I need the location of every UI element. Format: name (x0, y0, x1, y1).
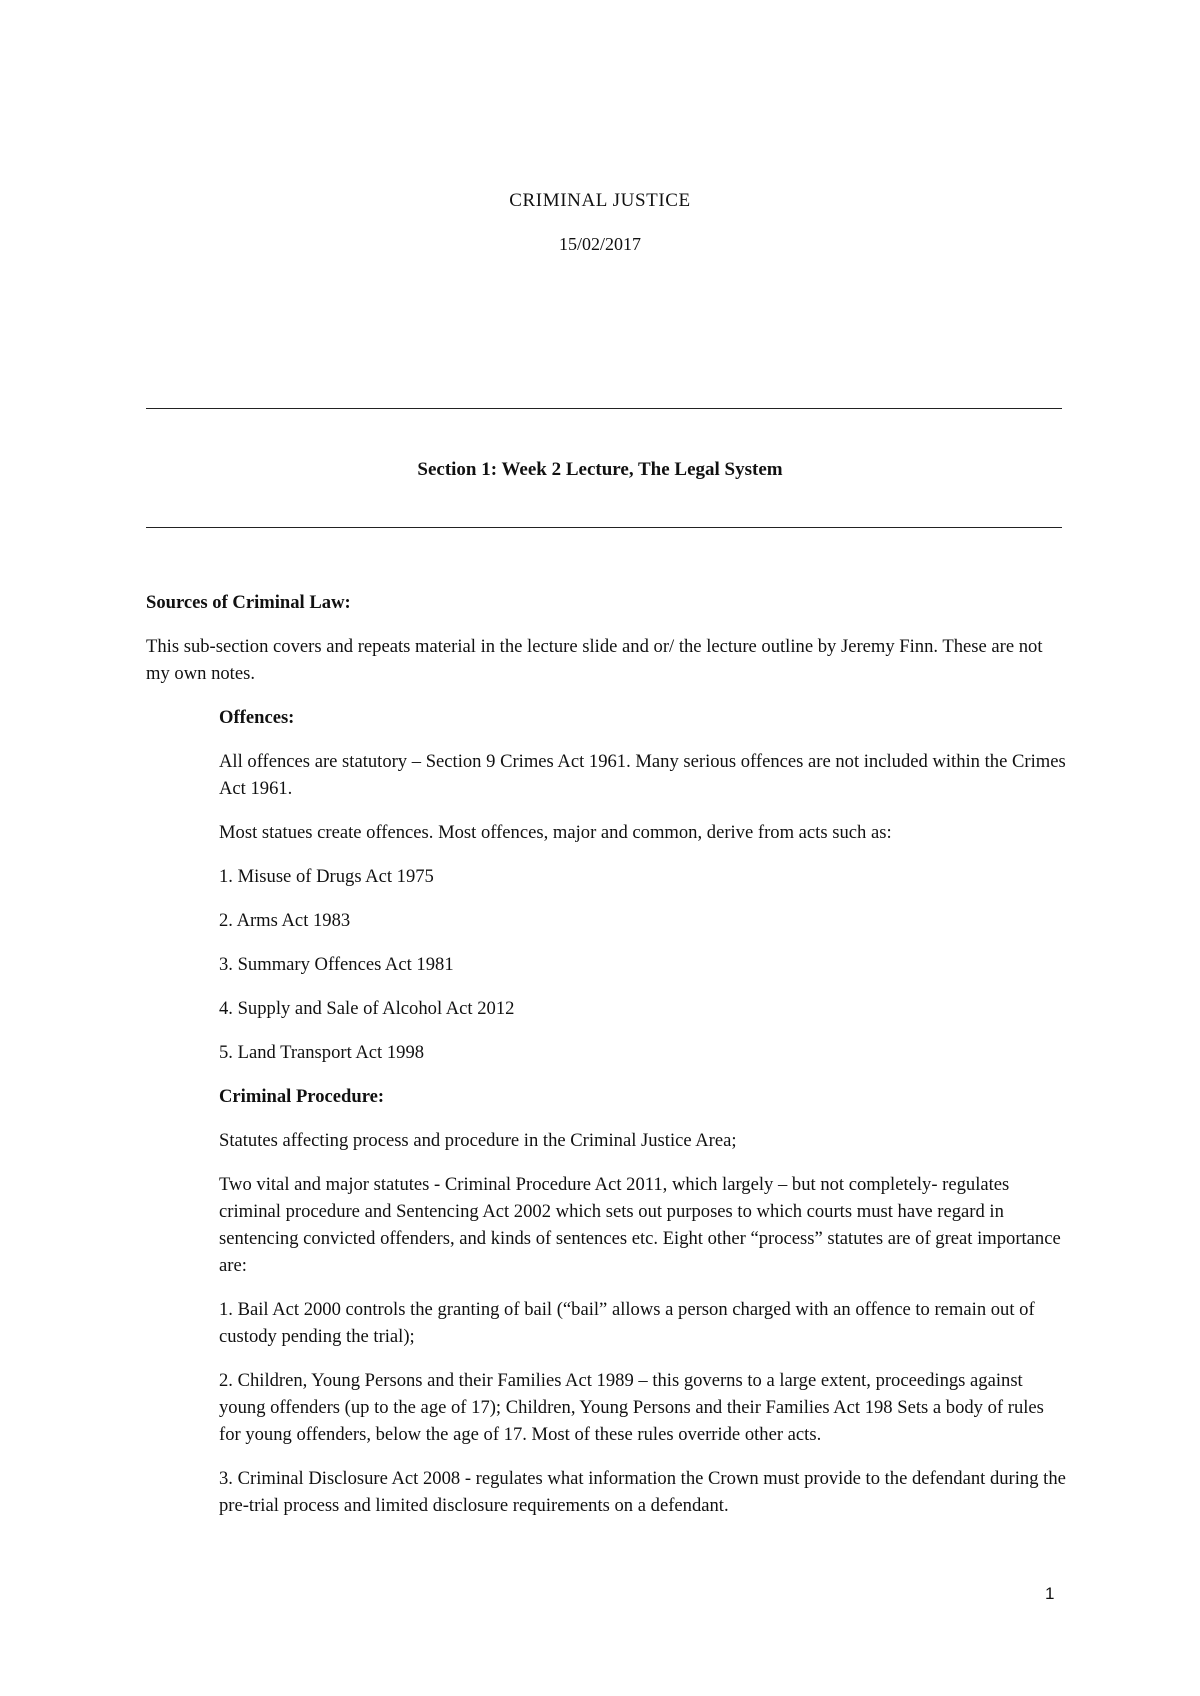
sources-intro: This sub-section covers and repeats material in the lecture slide and or/ the lecture outline by Jeremy Finn. These are not my own notes. (146, 636, 1043, 684)
document-body (146, 589, 1066, 1536)
horizontal-rule-top (146, 408, 1062, 409)
horizontal-rule-bottom (146, 527, 1062, 528)
page-number: 1 (1045, 1584, 1055, 1603)
offences-paragraph: All offences are statutory – Section 9 Crimes Act 1961. Many serious offences are not included within the Crimes Act 1961. (219, 751, 1066, 799)
procedure-heading: Criminal Procedure: (219, 1086, 385, 1107)
offences-heading: Offences: (219, 707, 295, 728)
procedure-paragraph: Two vital and major statutes - Criminal Procedure Act 2011, which largely – but not completely- regulates criminal procedure and Sentencing Act 2002 which sets out purposes to which courts must have regard in sentencing convicted offenders, and kinds of sentences etc. Eight other “process” statutes are of great importance are: (219, 1174, 1061, 1276)
procedure-paragraph: Statutes affecting process and procedure in the Criminal Justice Area; (219, 1130, 737, 1151)
document-date: 15/02/2017 (558, 234, 641, 254)
list-item: 5. Land Transport Act 1998 (219, 1042, 425, 1063)
sources-heading: Sources of Criminal Law: (146, 592, 351, 613)
list-item: 1. Misuse of Drugs Act 1975 (219, 866, 434, 887)
list-item: 3. Summary Offences Act 1981 (219, 954, 454, 975)
section-heading: Section 1: Week 2 Lecture, The Legal System (417, 459, 783, 480)
list-item: 2. Children, Young Persons and their Families Act 1989 – this governs to a large extent, proceedings against young offenders (up to the age of 17); Children, Young Persons and their Families Act 198 Sets a body of rules for young offenders, below the age of 17. Most of these rules override other acts. (219, 1370, 1044, 1445)
list-item: 3. Criminal Disclosure Act 2008 - regulates what information the Crown must provide to the defendant during the pre-trial process and limited disclosure requirements on a defendant. (219, 1468, 1066, 1516)
list-item: 2. Arms Act 1983 (219, 910, 351, 931)
document-title: CRIMINAL JUSTICE (509, 190, 691, 211)
list-item: 4. Supply and Sale of Alcohol Act 2012 (219, 998, 515, 1019)
offences-paragraph: Most statues create offences. Most offences, major and common, derive from acts such as: (219, 822, 892, 843)
list-item: 1. Bail Act 2000 controls the granting of bail (“bail” allows a person charged with an offence to remain out of custody pending the trial); (219, 1299, 1035, 1347)
offences-section (219, 704, 1066, 1519)
